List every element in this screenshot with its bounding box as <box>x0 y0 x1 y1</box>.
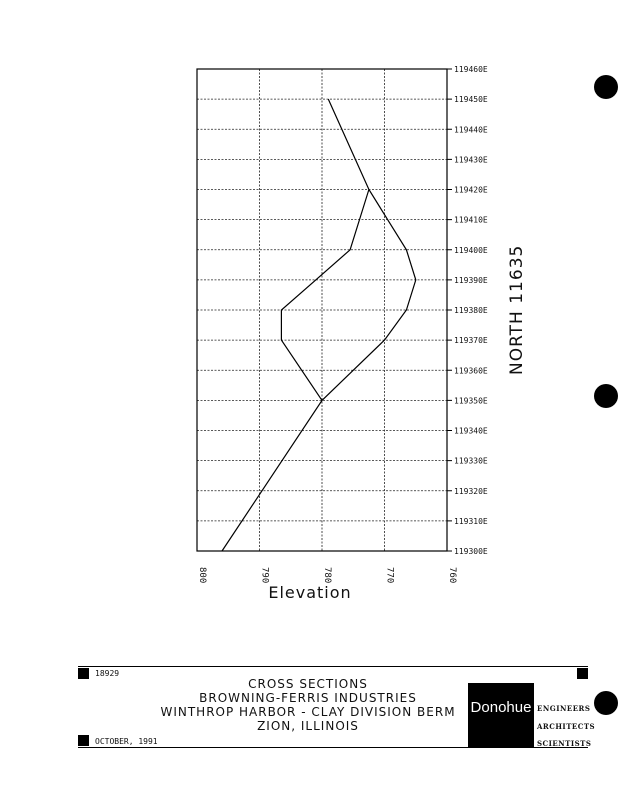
title-block-marker-bottom-left <box>78 735 89 746</box>
easting-tick-label: 119460E <box>454 65 488 74</box>
easting-tick-label: 119420E <box>454 185 488 195</box>
title-line-2: BROWNING-FERRIS INDUSTRIES <box>199 691 417 705</box>
title-block <box>78 666 596 748</box>
title-line-1: CROSS SECTIONS <box>248 677 368 691</box>
elevation-tick-label: 790 <box>259 567 270 584</box>
title-line-4: ZION, ILLINOIS <box>257 719 359 733</box>
title-block-bottom-rule <box>78 747 588 748</box>
profile-line-inner <box>281 190 369 401</box>
binder-hole-top <box>594 75 618 99</box>
firm-word-engineers: ENGINEERS <box>537 704 591 713</box>
title-line-3: WINTHROP HARBOR - CLAY DIVISION BERM <box>160 705 456 719</box>
easting-tick-label: 119410E <box>454 215 488 225</box>
easting-tick-label: 119340E <box>454 426 488 436</box>
easting-tick-label: 119440E <box>454 125 488 135</box>
firm-word-scientists: SCIENTISTS <box>537 739 592 748</box>
firm-logo-text: Donohue <box>470 699 532 716</box>
easting-tick-label: 119390E <box>454 275 488 285</box>
easting-tick-labels <box>447 65 488 556</box>
easting-tick-label: 119330E <box>454 456 488 466</box>
binder-hole-bottom <box>594 691 618 715</box>
easting-tick-label: 119400E <box>454 245 488 255</box>
title-block-marker-top-left <box>78 668 89 679</box>
easting-tick-label: 119350E <box>454 396 488 406</box>
elevation-axis-label: Elevation <box>268 583 352 602</box>
easting-tick-label: 119300E <box>454 547 488 556</box>
firm-logo <box>468 683 534 747</box>
elevation-tick-labels <box>197 567 457 583</box>
series-lines <box>222 99 416 551</box>
easting-tick-label: 119320E <box>454 486 488 496</box>
easting-tick-label: 119360E <box>454 366 488 376</box>
elevation-tick-label: 760 <box>447 567 457 584</box>
easting-tick-label: 119380E <box>454 306 488 315</box>
easting-tick-label: 119370E <box>454 336 488 346</box>
title-block-marker-top-right <box>577 668 588 679</box>
easting-tick-label: 119310E <box>454 516 488 526</box>
title-block-top-rule <box>78 666 588 667</box>
drawing-date: OCTOBER, 1991 <box>95 737 158 746</box>
easting-tick-label: 119450E <box>454 95 488 105</box>
elevation-tick-label: 780 <box>322 567 332 584</box>
elevation-tick-label: 800 <box>197 567 207 584</box>
project-number: 18929 <box>95 669 120 678</box>
binder-hole-middle <box>594 384 618 408</box>
profile-line-outer <box>222 99 416 551</box>
elevation-tick-label: 770 <box>384 567 395 584</box>
firm-word-architects: ARCHITECTS <box>537 722 596 731</box>
grid <box>197 69 447 551</box>
easting-tick-label: 119430E <box>454 155 488 165</box>
section-axis-label: NORTH 11635 <box>507 244 527 375</box>
